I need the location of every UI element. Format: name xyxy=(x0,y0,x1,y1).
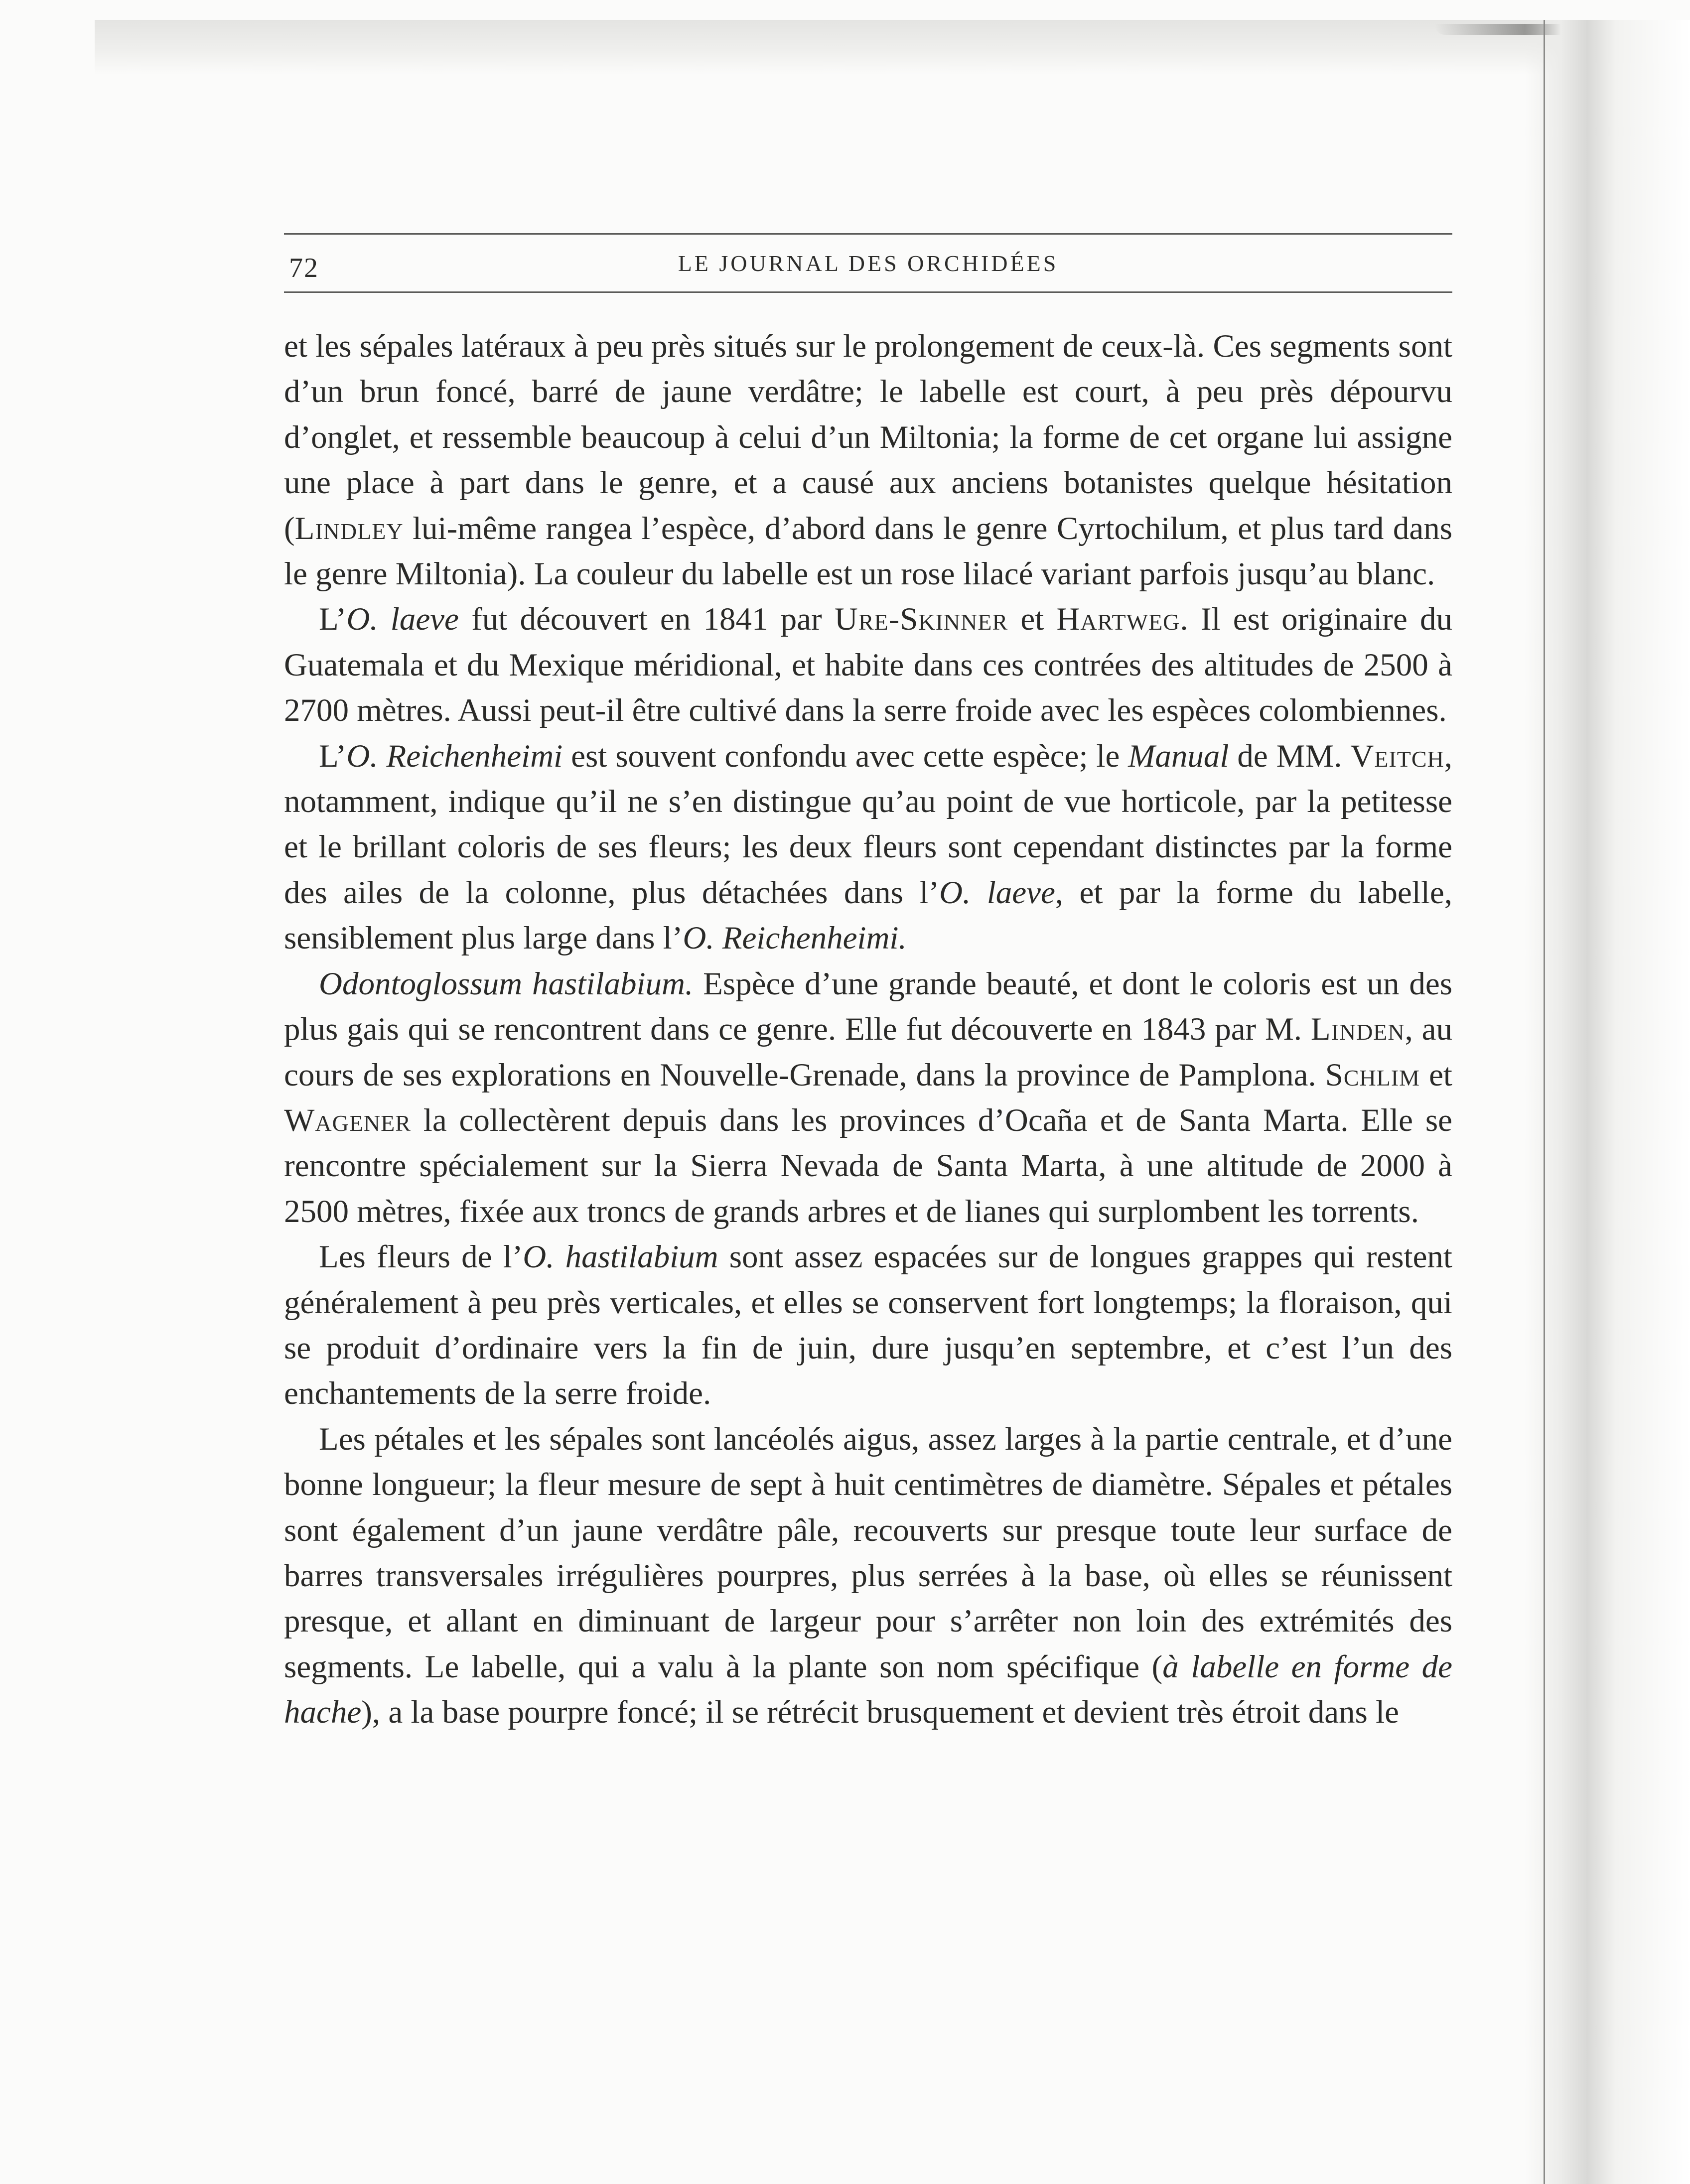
text-run: sont assez espacées sur de longues grappes qui restent généralement à peu près verticales, et elles se conservent fort longtemps; la floraison, qui se produit d’ordinaire vers la fin de juin, dure jusqu’en septembre, et c’est l’un des enchantements de la serre froide. xyxy=(284,1239,1452,1412)
author-name: Linden xyxy=(1310,1011,1405,1048)
italic-text: O. laeve xyxy=(939,874,1055,911)
page-binding-edge xyxy=(1525,20,1690,2184)
author-name: Hartweg xyxy=(1056,601,1180,638)
italic-text: Manual xyxy=(1128,738,1229,774)
text-run: lui-même rangea l’espèce, d’abord dans le genre Cyrtochilum, et plus tard dans le genre Miltonia). La couleur du labelle est un rose lilacé variant parfois jusqu’au blanc. xyxy=(284,510,1452,592)
text-run: fut découvert en 1841 par xyxy=(458,601,835,638)
page-top-shadow xyxy=(95,20,1569,75)
binding-gutter-line xyxy=(1544,20,1545,2184)
author-name: Veitch xyxy=(1350,738,1444,774)
text-run: ), a la base pourpre foncé; il se rétrécit brusquement et devient très étroit dans le xyxy=(361,1694,1399,1731)
header-top-rule xyxy=(284,233,1452,235)
running-title: LE JOURNAL DES ORCHIDÉES xyxy=(678,251,1059,276)
text-run: et les sépales latéraux à peu près situés sur le prolongement de ceux-là. Ces segments sont d’un brun foncé, barré de jaune verdâtre; le labelle est court, à peu près dépourvu d’onglet, et ressemble beaucoup à celui d’un Miltonia; la forme de cet organe lui assigne une place à part dans le genre, et a causé aux anciens botanistes quelque hésitation ( xyxy=(284,328,1452,546)
text-run: Les pétales et les sépales sont lancéolés aigus, assez larges à la partie centrale, et d’une bonne longueur; la fleur mesure de sept à huit centimètres de diamètre. Sépales et pétales sont également d’un jaune verdâtre pâle, recouverts sur presque toute leur surface de barres transversales irrégulières pourpres, plus serrées à la base, où elles se réunissent presque, et allant en diminuant de largeur pour s’arrêter non loin des extrémités des segments. Le labelle, qui a valu à la plante son nom spécifique ( xyxy=(284,1421,1452,1685)
italic-text: O. Reichenheimi. xyxy=(683,920,907,956)
text-run: Espèce d’une grande beauté, et dont le coloris est un des plus gais qui se rencontrent dans ce genre. Elle fut découverte en 1843 par M. xyxy=(284,965,1452,1048)
paragraph xyxy=(284,1417,1452,1736)
paragraph xyxy=(284,734,1452,961)
text-run: et xyxy=(1008,601,1057,638)
text-run: est souvent confondu avec cette espèce; le xyxy=(563,738,1128,774)
text-run: la collectèrent depuis dans les provinces d’Ocaña et de Santa Marta. Elle se rencontre spécialement sur la Sierra Nevada de Santa Marta, à une altitude de 2000 à 2500 mètres, fixée aux troncs de grands arbres et de lianes qui surplombent les torrents. xyxy=(284,1102,1452,1229)
italic-text: à labelle en forme de hache xyxy=(284,1648,1452,1731)
author-name: Ure-Skinner xyxy=(834,601,1008,638)
paragraph xyxy=(284,1234,1452,1417)
text-run: et xyxy=(1420,1057,1452,1093)
header-bottom-rule xyxy=(284,291,1452,293)
article-body xyxy=(284,324,1452,1736)
author-name: Wagener xyxy=(284,1102,411,1138)
paragraph xyxy=(284,597,1452,733)
text-run: , notamment, indique qu’il ne s’en distingue qu’au point de vue horticole, par la petitesse et le brillant coloris de ses fleurs; les deux fleurs sont cependant distinctes par la forme des ailes de la colonne, plus détachées dans l’ xyxy=(284,738,1452,911)
paragraph xyxy=(284,961,1452,1234)
text-run: . Il est originaire du Guatemala et du Mexique méridional, et habite dans ces contrées des altitudes de 2500 à 2700 mètres. Aussi peut-il être cultivé dans la serre froide avec les espèces colombiennes. xyxy=(284,601,1452,729)
author-name: Schlim xyxy=(1325,1057,1420,1093)
italic-text: O. Reichenheimi xyxy=(346,738,563,774)
italic-text: O. hastilabium xyxy=(523,1239,718,1275)
italic-text: O. laeve xyxy=(346,601,459,638)
author-name: Lindley xyxy=(294,510,404,546)
text-run: de MM. xyxy=(1229,738,1351,774)
text-run: , et par la forme du labelle, sensiblement plus large dans l’ xyxy=(284,874,1452,956)
italic-text: Odontoglossum hastilabium. xyxy=(319,965,694,1002)
text-run: , au cours de ses explorations en Nouvelle-Grenade, dans la province de Pamplona. xyxy=(284,1011,1452,1093)
text-run: Les fleurs de l’ xyxy=(319,1239,523,1275)
running-header xyxy=(284,243,1452,288)
page-number: 72 xyxy=(289,253,319,283)
paragraph xyxy=(284,324,1452,597)
text-run: L’ xyxy=(319,601,347,638)
text-run: L’ xyxy=(319,738,347,774)
